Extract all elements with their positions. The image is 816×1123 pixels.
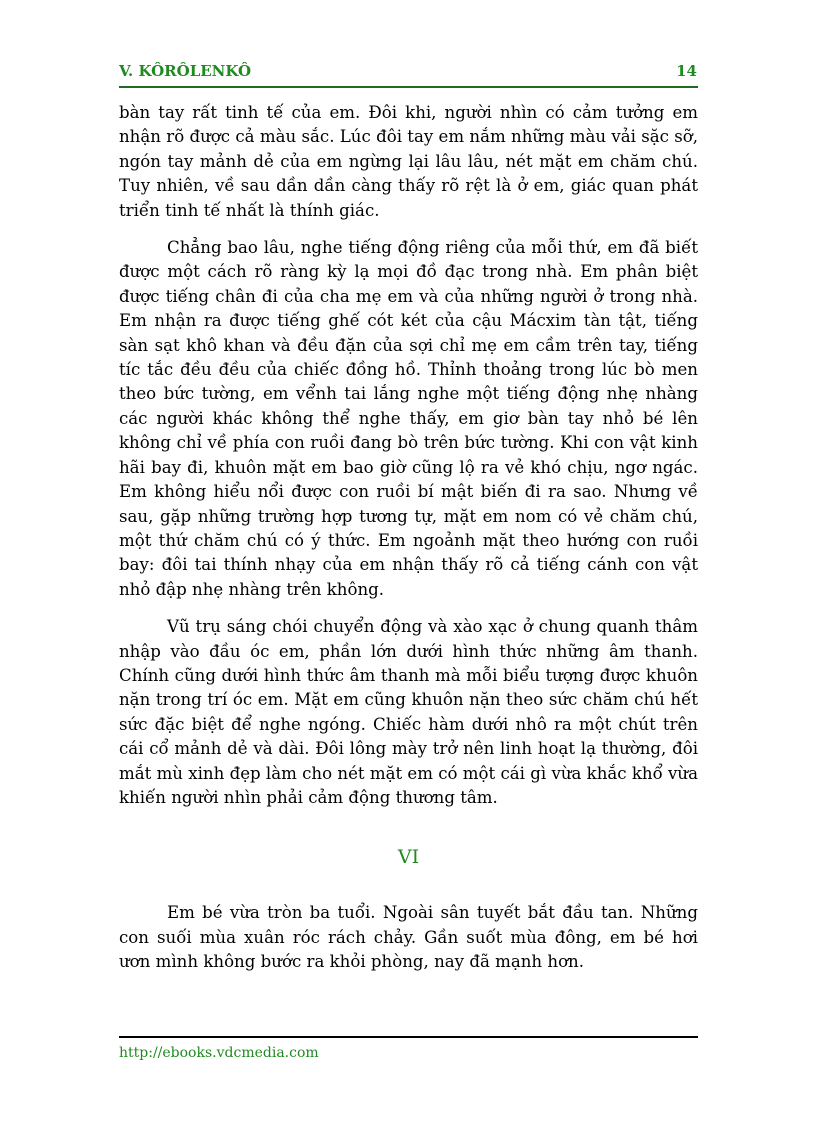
footer-divider — [119, 1036, 698, 1038]
section-paragraph: Em bé vừa tròn ba tuổi. Ngoài sân tuyết bắt đầu tan. Những con suối mùa xuân róc rách chảy. Gần suốt mùa đông, em bé hơi ươn mình không bước ra khỏi phòng, nay đã mạnh hơn. — [119, 903, 698, 972]
section-heading: VI — [397, 846, 420, 869]
page-number: 14 — [676, 62, 697, 80]
paragraph-1: bàn tay rất tinh tế của em. Đôi khi, người nhìn có cảm tưởng em nhận rõ được cả màu sắc. Lúc đôi tay em nắm những màu vải sặc sỡ, ngón tay mảnh dẻ của em ngừng lại lâu lâu, nét mặt em chăm chú. Tuy nhiên, về sau dần dần càng thấy rõ rệt là ở em, giác quan phát triển tinh tế nhất là thính giác. — [119, 103, 698, 220]
page-body — [119, 101, 698, 988]
footer-link[interactable]: http://ebooks.vdcmedia.com — [119, 1045, 319, 1061]
header-divider — [119, 86, 698, 88]
paragraph-2: Chẳng bao lâu, nghe tiếng động riêng của mỗi thứ, em đã biết được một cách rõ ràng kỳ lạ mọi đồ đạc trong nhà. Em phân biệt được tiếng chân đi của cha mẹ em và của những người ở trong nhà. Em nhận ra được tiếng ghế cót két của cậu Mácxim tàn tật, tiếng sàn sạt khô khan và đều đặn của sợi chỉ mẹ em cầm trên tay, tiếng tíc tắc đều đều của chiếc đồng hồ. Thỉnh thoảng trong lúc bò men theo bức tường, em vểnh tai lắng nghe một tiếng động nhẹ nhàng các người khác không thể nghe thấy, em giơ bàn tay nhỏ bé lên không chỉ về phía con ruồi đang bò trên bức tường. Khi con vật kinh hãi bay đi, khuôn mặt em bao giờ cũng lộ ra vẻ khó chịu, ngơ ngác. Em không hiểu nổi được con ruồi bí mật biến đi ra sao. Nhưng về sau, gặp những trường hợp tương tự, mặt em nom có vẻ chăm chú, một thứ chăm chú có ý thức. Em ngoảnh mặt theo hướng con ruồi bay: đôi tai thính nhạy của em nhận thấy rõ cả tiếng cánh con vật nhỏ đập nhẹ nhàng trên không. — [119, 238, 698, 599]
paragraph-3: Vũ trụ sáng chói chuyển động và xào xạc ở chung quanh thâm nhập vào đầu óc em, phần lớn dưới hình thức những âm thanh. Chính cũng dưới hình thức âm thanh mà mỗi biểu tượng được khuôn nặn trong trí óc em. Mặt em cũng khuôn nặn theo sức chăm chú hết sức đặc biệt để nghe ngóng. Chiếc hàm dưới nhô ra một chút trên cái cổ mảnh dẻ và dài. Đôi lông mày trở nên linh hoạt lạ thường, đôi mắt mù xinh đẹp làm cho nét mặt em có một cái gì vừa khắc khổ vừa khiến người nhìn phải cảm động thương tâm. — [119, 617, 698, 807]
running-author: V. KÔRÔLENKÔ — [119, 62, 252, 80]
page-header — [119, 62, 697, 84]
